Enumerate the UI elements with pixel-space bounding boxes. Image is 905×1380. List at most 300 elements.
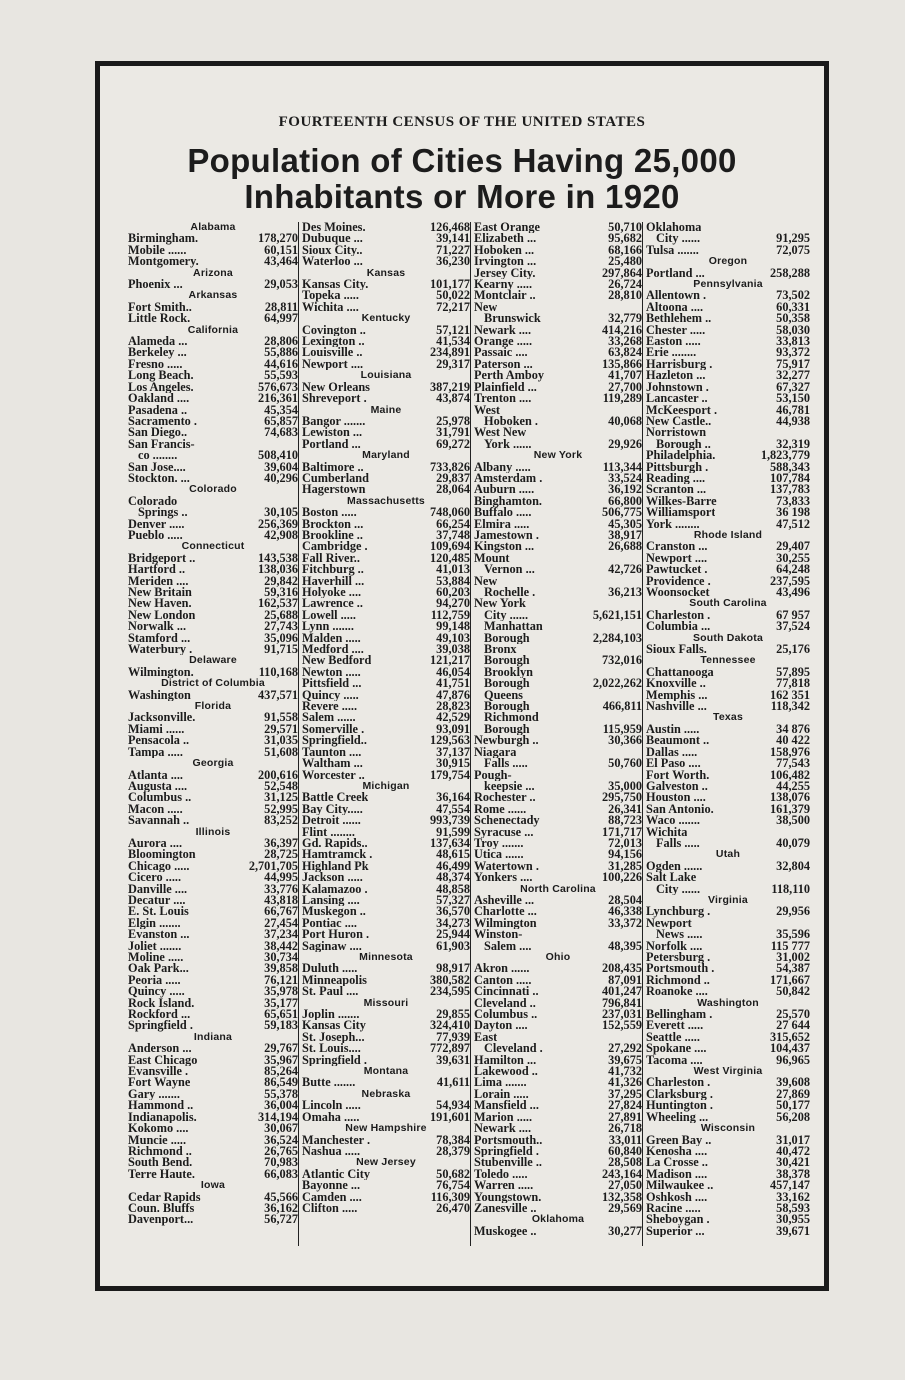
city-name: Hamtramck . — [302, 849, 373, 861]
city-population: 50,760 — [608, 756, 642, 771]
city-name: Manhattan — [484, 621, 543, 633]
city-name: News ..... — [656, 929, 703, 941]
city-name: Pontiac .... — [302, 917, 357, 930]
city-population: 27,891 — [608, 1109, 642, 1124]
state-heading: Connecticut — [181, 540, 245, 553]
city-name: Little Rock. — [128, 313, 191, 325]
city-name: Cumberland — [302, 472, 369, 485]
city-population: 66,767 — [264, 904, 298, 919]
city-population: 41,707 — [608, 368, 642, 383]
city-name: Lynn ....... — [302, 621, 354, 633]
state-heading: Maryland — [362, 449, 410, 462]
city-population: 60,331 — [776, 299, 810, 314]
city-name: Wilmington. — [128, 666, 194, 679]
city-name: Hamilton ... — [474, 1054, 537, 1067]
city-name: Lewiston ... — [302, 427, 363, 439]
city-population: 115,959 — [602, 721, 642, 736]
city-name: Schenectady — [474, 815, 540, 827]
city-name: Boston ..... — [302, 507, 357, 519]
city-population: 41,732 — [608, 1064, 642, 1079]
city-population: 27,824 — [608, 1098, 642, 1113]
city-population: 57,121 — [436, 322, 470, 337]
city-population: 39,038 — [436, 642, 470, 657]
city-name: Hartford .. — [128, 564, 186, 576]
city-name: Muskegon .. — [302, 906, 366, 918]
city-name: Winston- — [474, 929, 523, 941]
city-population: 466,811 — [602, 699, 642, 714]
city-name: Bethlehem .. — [646, 313, 712, 325]
city-name: Trenton .... — [474, 393, 532, 405]
city-population: 33,372 — [608, 915, 642, 930]
city-population: 45,305 — [608, 516, 642, 531]
city-name: East — [474, 1031, 498, 1044]
city-population: 77,939 — [436, 1029, 470, 1044]
city-population: 295,750 — [602, 790, 642, 805]
city-name: Worcester .. — [302, 769, 365, 781]
city-population: 32,319 — [776, 436, 810, 451]
city-population: 733,826 — [430, 459, 470, 474]
city-population: 60,840 — [608, 1143, 642, 1158]
city-population: 33,162 — [776, 1189, 810, 1204]
city-name: Coun. Bluffs — [128, 1202, 195, 1215]
city-name: Niagara — [474, 746, 517, 759]
state-heading: Rhode Island — [693, 528, 763, 541]
city-population: 36,524 — [264, 1132, 298, 1147]
city-population: 72,075 — [776, 242, 810, 257]
city-population: 171,717 — [602, 824, 642, 839]
city-name: Youngstown. — [474, 1191, 542, 1203]
city-population: 34 876 — [776, 721, 810, 736]
city-population: 63,824 — [608, 345, 642, 360]
city-name: Plainfield ... — [474, 381, 537, 394]
state-heading: Missouri — [363, 996, 409, 1009]
city-population: 135,866 — [602, 356, 642, 371]
city-population: 87,091 — [608, 972, 642, 987]
city-name: Gd. Rapids.. — [302, 837, 368, 850]
city-row — [128, 1214, 298, 1225]
city-name: Colorado — [128, 495, 178, 508]
city-name: Newark .... — [474, 1123, 532, 1135]
city-name: Columbus .. — [474, 1009, 538, 1021]
city-name: Stubenville .. — [474, 1157, 542, 1169]
city-row — [646, 858, 810, 873]
city-name: Springs .. — [138, 507, 188, 519]
city-name: Stamford ... — [128, 632, 191, 645]
city-row — [474, 393, 642, 404]
city-name: Revere ..... — [302, 701, 358, 713]
city-name: Vernon ... — [484, 564, 535, 576]
city-name: New Haven. — [128, 598, 192, 610]
city-name: Falls ..... — [656, 837, 700, 850]
city-population: 43,818 — [264, 892, 298, 907]
city-name: Chattanooga — [646, 666, 714, 679]
city-population: 100,226 — [602, 870, 642, 885]
city-population: 40,472 — [776, 1143, 810, 1158]
city-name: Montclair .. — [474, 290, 536, 302]
state-heading: Kansas — [366, 266, 406, 279]
city-row — [646, 1223, 810, 1238]
city-name: Camden .... — [302, 1191, 362, 1203]
city-name: Bridgeport .. — [128, 552, 196, 565]
city-population: 243,164 — [602, 1166, 642, 1181]
city-population: 29,407 — [776, 539, 810, 554]
city-name: E. St. Louis — [128, 906, 189, 918]
city-name: Anderson ... — [128, 1043, 192, 1055]
city-name: Joplin ....... — [302, 1009, 360, 1021]
city-name: Syracuse ... — [474, 826, 534, 838]
city-name: Newton ..... — [302, 666, 361, 679]
city-name: West New — [474, 427, 527, 439]
city-population: 796,841 — [602, 995, 642, 1010]
city-population: 65,651 — [264, 1007, 298, 1022]
city-name: Wheeling ... — [646, 1111, 709, 1124]
city-name: Peoria ..... — [128, 974, 181, 987]
city-population: 200,616 — [258, 767, 298, 782]
city-population: 35,177 — [264, 995, 298, 1010]
city-name: Warren ..... — [474, 1180, 534, 1192]
city-name: Woonsocket — [646, 587, 710, 599]
city-population: 91,599 — [436, 824, 470, 839]
city-population: 106,482 — [770, 767, 810, 782]
city-name: Hoboken ... — [474, 244, 535, 257]
city-population: 26,688 — [608, 539, 642, 554]
city-name: Decatur .... — [128, 894, 186, 907]
city-name: Borough — [484, 655, 530, 667]
city-name: Mount — [474, 552, 510, 565]
state-heading: California — [187, 323, 239, 336]
city-population: 30,421 — [776, 1155, 810, 1170]
city-name: Norwalk ... — [128, 621, 187, 633]
city-name: Macon ..... — [128, 803, 183, 816]
city-row — [474, 290, 642, 301]
city-population: 40 422 — [776, 733, 810, 748]
city-population: 83,252 — [264, 813, 298, 828]
city-name: Elmira ..... — [474, 518, 530, 530]
city-population: 38,500 — [776, 813, 810, 828]
city-population: 93,372 — [776, 345, 810, 360]
census-table-frame — [95, 61, 829, 1291]
city-population: 46,054 — [436, 664, 470, 679]
city-name: Beaumont .. — [646, 735, 710, 747]
city-name: Evanston ... — [128, 929, 190, 941]
city-population: 35,967 — [264, 1052, 298, 1067]
city-name: Lakewood .. — [474, 1066, 538, 1078]
city-name: Fresno ..... — [128, 358, 183, 371]
state-heading: Montana — [363, 1065, 409, 1078]
state-heading: Michigan — [362, 779, 410, 792]
city-name: Richmond .. — [646, 974, 710, 987]
city-population: 2,022,262 — [592, 676, 642, 691]
city-population: 37,748 — [436, 527, 470, 542]
city-population: 44,938 — [776, 413, 810, 428]
city-row — [474, 1020, 642, 1031]
city-population: 158,976 — [770, 744, 810, 759]
city-name: Charlotte ... — [474, 906, 537, 918]
city-population: 576,673 — [258, 379, 298, 394]
city-population: 30,277 — [608, 1223, 642, 1238]
city-population: 27,869 — [776, 1086, 810, 1101]
city-population: 33,776 — [264, 881, 298, 896]
city-name: Canton ..... — [474, 974, 532, 987]
city-name: Bay City..... — [302, 803, 363, 816]
city-population-columns — [128, 222, 810, 1246]
city-name: Danville .... — [128, 883, 188, 895]
city-name: New Bedford — [302, 655, 372, 667]
city-population: 43,874 — [436, 391, 470, 406]
city-population: 29,569 — [608, 1200, 642, 1215]
city-name: Asheville ... — [474, 894, 535, 907]
city-population: 56,727 — [264, 1212, 298, 1227]
city-population: 40,068 — [608, 413, 642, 428]
city-row — [474, 564, 642, 575]
city-row — [302, 1200, 470, 1215]
city-population: 25,570 — [776, 1007, 810, 1022]
city-population: 33,268 — [608, 334, 642, 349]
city-name: Washington — [128, 689, 191, 702]
city-population: 36,162 — [264, 1200, 298, 1215]
city-name: New York — [474, 598, 526, 610]
state-heading: Tennessee — [700, 654, 756, 667]
city-population: 34,273 — [436, 915, 470, 930]
city-name: Wichita .... — [302, 301, 359, 314]
city-name: York ........ — [646, 518, 700, 530]
city-name: Tacoma .... — [646, 1054, 703, 1067]
city-population: 50,177 — [776, 1098, 810, 1113]
city-population: 47,554 — [436, 801, 470, 816]
city-name: Muskogee .. — [474, 1225, 537, 1238]
city-name: Superior ... — [646, 1225, 705, 1238]
city-population: 50,710 — [608, 220, 642, 234]
city-population: 68,166 — [608, 242, 642, 257]
city-name: Knoxville .. — [646, 678, 706, 690]
city-name: Oak Park... — [128, 963, 189, 975]
city-name: Nashville ... — [646, 701, 707, 713]
city-name: Savannah .. — [128, 815, 190, 827]
city-population: 256,369 — [258, 516, 298, 531]
city-name: Springfield.. — [302, 735, 367, 747]
city-population: 77,543 — [776, 756, 810, 771]
city-population: 46,781 — [776, 402, 810, 417]
city-name: Brockton ... — [302, 518, 364, 530]
city-name: Borough — [484, 678, 530, 690]
city-row — [474, 915, 642, 930]
city-name: Aurora .... — [128, 837, 183, 850]
city-population: 31,035 — [264, 733, 298, 748]
city-name: Stockton. ... — [128, 472, 190, 485]
city-name: Lowell ..... — [302, 609, 356, 622]
city-population: 70,983 — [264, 1155, 298, 1170]
city-row — [646, 621, 810, 632]
state-heading: Iowa — [200, 1179, 226, 1192]
city-name: Davenport... — [128, 1214, 194, 1226]
city-name: San Diego.. — [128, 427, 188, 439]
city-population: 29,053 — [264, 277, 298, 292]
city-population: 33,813 — [776, 334, 810, 349]
city-population: 178,270 — [258, 231, 298, 246]
city-name: Houston .... — [646, 792, 706, 804]
city-population: 380,582 — [430, 972, 470, 987]
city-name: Somerville . — [302, 723, 365, 736]
city-population: 52,548 — [264, 778, 298, 793]
city-name: New London — [128, 609, 196, 622]
city-population: 44,995 — [264, 870, 298, 885]
census-super-title: FOURTEENTH CENSUS OF THE UNITED STATES — [278, 114, 646, 130]
city-name: Bayonne ... — [302, 1180, 361, 1192]
city-row — [474, 655, 642, 666]
city-name: Harrisburg . — [646, 358, 713, 371]
city-population: 98,917 — [436, 961, 470, 976]
city-row — [474, 678, 642, 689]
city-population: 42,529 — [436, 710, 470, 725]
city-name: Kokomo .... — [128, 1123, 189, 1135]
state-heading: Indiana — [193, 1030, 233, 1043]
city-name: Fort Smith.. — [128, 301, 192, 314]
city-name: Indianapolis. — [128, 1111, 197, 1124]
city-name: Haverhill ... — [302, 575, 365, 587]
city-name: Watertown . — [474, 860, 539, 873]
city-name: Newark .... — [474, 324, 532, 337]
city-name: St. Louis.... — [302, 1043, 361, 1055]
city-name: Detroit ...... — [302, 815, 361, 827]
city-population: 73,833 — [776, 493, 810, 508]
city-name: Mansfield ... — [474, 1100, 539, 1112]
column-2 — [298, 222, 470, 1246]
city-population: 161,379 — [770, 801, 810, 816]
city-name: New Castle.. — [646, 415, 712, 428]
city-population: 414,216 — [602, 322, 642, 337]
city-population: 41,013 — [436, 562, 470, 577]
city-population: 993,739 — [430, 813, 470, 828]
city-population: 28,810 — [608, 288, 642, 303]
city-name: Salt Lake — [646, 872, 697, 884]
city-population: 39,858 — [264, 961, 298, 976]
city-row — [646, 815, 810, 826]
city-population: 112,759 — [430, 607, 470, 622]
city-population: 96,965 — [776, 1052, 810, 1067]
city-population: 29,926 — [608, 436, 642, 451]
city-name: Sacramento . — [128, 415, 197, 428]
city-population: 314,194 — [258, 1109, 298, 1124]
city-population: 53,884 — [436, 573, 470, 588]
city-name: Allentown . — [646, 290, 707, 302]
city-name: keepsie ... — [484, 780, 535, 793]
city-name: Gary ....... — [128, 1088, 180, 1101]
city-population: 118,342 — [770, 699, 810, 714]
city-population: 119,289 — [602, 391, 642, 406]
city-name: Rome ...... — [474, 803, 527, 816]
city-row — [474, 413, 642, 428]
city-population: 104,437 — [770, 1041, 810, 1056]
city-name: Lexington .. — [302, 336, 365, 348]
city-name: co ........ — [138, 450, 178, 462]
city-name: Kearny ..... — [474, 279, 533, 291]
city-name: Pueblo ..... — [128, 529, 183, 542]
city-population: 25,978 — [436, 413, 470, 428]
city-name: Lynchburg . — [646, 906, 711, 918]
city-population: 28,379 — [436, 1143, 470, 1158]
city-population: 60,203 — [436, 585, 470, 599]
city-row — [474, 1223, 642, 1238]
city-population: 37,234 — [264, 927, 298, 942]
state-heading: Arkansas — [188, 289, 238, 302]
city-name: Columbia ... — [646, 621, 711, 633]
city-population: 31,002 — [776, 950, 810, 964]
city-row — [646, 413, 810, 428]
city-population: 66,083 — [264, 1166, 298, 1181]
city-name: Taunton .... — [302, 746, 362, 759]
city-name: Hazleton ... — [646, 370, 706, 382]
state-heading: Nebraska — [361, 1087, 411, 1100]
city-population: 41,611 — [436, 1075, 470, 1090]
city-name: Waco ....... — [646, 815, 700, 827]
city-population: 324,410 — [430, 1018, 470, 1033]
city-name: Binghamton. — [474, 495, 542, 508]
city-name: Kansas City. — [302, 279, 369, 291]
city-population: 57,327 — [436, 892, 470, 907]
city-name: Norristown — [646, 427, 707, 439]
city-population: 32,779 — [608, 311, 642, 326]
column-1 — [128, 222, 298, 1246]
city-population: 33,524 — [608, 470, 642, 485]
city-population: 93,091 — [436, 721, 470, 736]
city-name: Sheboygan . — [646, 1214, 710, 1226]
city-name: Pittsfield ... — [302, 678, 362, 690]
city-name: West — [474, 404, 500, 416]
city-population: 37,137 — [436, 744, 470, 759]
city-population: 78,384 — [436, 1132, 470, 1147]
city-row — [302, 256, 470, 267]
state-heading: Alabama — [190, 221, 236, 233]
city-row — [474, 735, 642, 746]
city-population: 30,067 — [264, 1121, 298, 1136]
city-name: Bronx — [484, 644, 517, 656]
city-population: 36,004 — [264, 1098, 298, 1113]
city-population: 39,141 — [436, 231, 470, 246]
city-name: Richmond .. — [128, 1145, 192, 1158]
city-population: 47,876 — [436, 687, 470, 702]
city-name: Alameda ... — [128, 336, 188, 348]
city-name: Portland ... — [646, 267, 705, 280]
city-population: 65,857 — [264, 413, 298, 428]
city-population: 191,601 — [430, 1109, 470, 1124]
city-population: 36,397 — [264, 835, 298, 850]
city-population: 50,842 — [776, 984, 810, 999]
city-name: Roanoke .... — [646, 986, 708, 998]
city-name: Butte ....... — [302, 1077, 356, 1089]
city-population: 76,121 — [264, 972, 298, 987]
city-population: 48,858 — [436, 881, 470, 896]
city-name: Newport .... — [302, 358, 364, 371]
city-population: 28,064 — [436, 482, 470, 497]
city-row — [474, 607, 642, 622]
city-name: Springfield . — [474, 1145, 539, 1158]
state-heading: Maine — [370, 403, 402, 416]
city-name: Joliet ....... — [128, 940, 182, 952]
city-population: 234,891 — [430, 345, 470, 360]
city-population: 25,944 — [436, 927, 470, 942]
city-name: Zanesville .. — [474, 1202, 537, 1215]
city-population: 208,435 — [602, 961, 642, 976]
city-name: Kansas City — [302, 1020, 366, 1032]
city-name: Shreveport . — [302, 393, 367, 405]
city-name: Pasadena .. — [128, 404, 188, 416]
city-name: Dayton .... — [474, 1020, 528, 1032]
city-population: 41,751 — [436, 676, 470, 691]
city-population: 66,800 — [608, 493, 642, 508]
city-population: 29,855 — [436, 1007, 470, 1022]
city-name: St. Paul .... — [302, 986, 359, 998]
city-name: Cleveland .. — [474, 997, 536, 1010]
